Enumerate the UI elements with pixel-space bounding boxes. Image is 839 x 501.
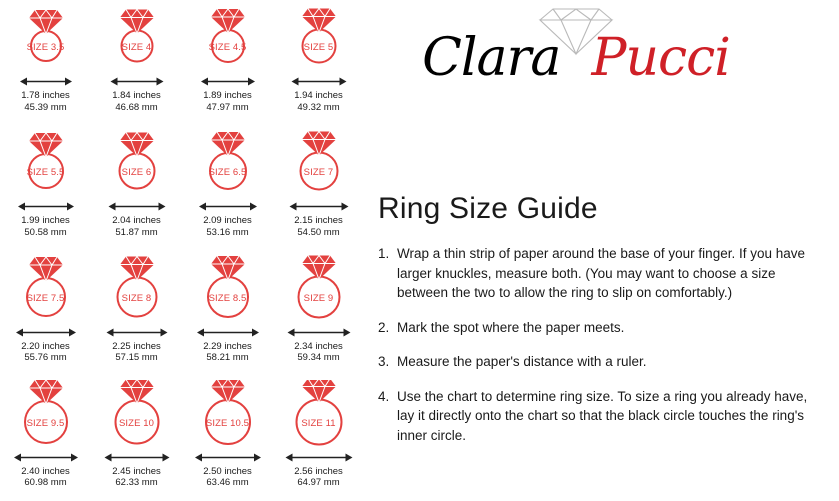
measurement-mm: 57.15 mm xyxy=(115,352,158,363)
measurement-inches: 1.84 inches xyxy=(112,90,161,101)
brand-name xyxy=(376,28,776,88)
ring-measurement xyxy=(21,90,70,113)
double-headed-arrow-icon xyxy=(189,326,267,339)
measurement-mm: 62.33 mm xyxy=(115,477,158,489)
measurement-mm: 64.97 mm xyxy=(297,477,340,489)
ring-size-cell xyxy=(182,0,273,125)
measurement-mm: 55.76 mm xyxy=(24,352,67,363)
measurement-mm: 46.68 mm xyxy=(115,101,158,113)
double-headed-arrow-icon xyxy=(189,451,267,464)
ring-with-diamond-icon xyxy=(4,4,88,74)
step-number: 2. xyxy=(378,319,390,335)
ring-with-diamond-icon xyxy=(4,255,88,325)
ring-with-diamond-icon xyxy=(277,380,361,450)
ring-measurement xyxy=(112,215,161,238)
ring-measurement xyxy=(203,466,252,489)
measurement-mm: 47.97 mm xyxy=(206,101,249,113)
ring-measurement xyxy=(21,466,70,489)
step-number: 3. xyxy=(378,354,390,369)
ring-size-label: SIZE 3.5 xyxy=(26,42,65,53)
measurement-inches: 1.94 inches xyxy=(294,90,343,101)
guide-panel xyxy=(368,0,839,501)
instruction-step xyxy=(378,244,823,303)
double-headed-arrow-icon xyxy=(98,326,176,339)
ring-size-cell xyxy=(273,0,364,125)
ring-size-cell xyxy=(0,0,91,125)
ring-with-diamond-icon xyxy=(277,4,361,74)
ring-measurement xyxy=(21,215,70,238)
measurement-inches: 2.29 inches xyxy=(203,340,252,352)
ring-with-diamond-icon xyxy=(186,380,270,450)
ring-size-label: SIZE 4.5 xyxy=(208,42,247,53)
ring-measurement xyxy=(203,90,252,113)
measurement-inches: 2.45 inches xyxy=(112,465,161,477)
ring-size-cell xyxy=(273,251,364,376)
step-text: Mark the spot where the paper meets. xyxy=(397,319,625,335)
ring-with-diamond-icon xyxy=(95,129,179,199)
ring-measurement xyxy=(294,341,343,364)
double-headed-arrow-icon xyxy=(7,200,85,213)
ring-measurement xyxy=(294,466,343,489)
ring-size-cell xyxy=(91,376,182,501)
ring-measurement xyxy=(203,215,252,238)
measurement-mm: 58.21 mm xyxy=(206,352,249,363)
double-headed-arrow-icon xyxy=(7,326,85,339)
ring-size-label: SIZE 8.5 xyxy=(208,292,247,304)
ring-measurement xyxy=(294,215,343,238)
brand-name-second: Pucci xyxy=(591,28,730,88)
measurement-mm: 54.50 mm xyxy=(297,226,340,238)
ring-measurement xyxy=(21,341,70,364)
ring-size-label: SIZE 5.5 xyxy=(26,167,65,179)
ring-with-diamond-icon xyxy=(95,4,179,74)
measurement-mm: 45.39 mm xyxy=(24,101,67,113)
measurement-inches: 2.09 inches xyxy=(203,215,252,227)
ring-size-label: SIZE 7.5 xyxy=(26,292,65,304)
measurement-inches: 2.34 inches xyxy=(294,340,343,352)
ring-measurement xyxy=(112,466,161,489)
measurement-mm: 50.58 mm xyxy=(24,226,67,238)
ring-with-diamond-icon xyxy=(95,380,179,450)
ring-size-chart xyxy=(0,0,364,501)
page-title: Ring Size Guide xyxy=(378,192,598,225)
double-headed-arrow-icon xyxy=(98,200,176,213)
step-text: Wrap a thin strip of paper around the base of your finger. If you have larger knuckles, measure both. (You may want to choose a size between the two to allow the ring to slip on comfortably.) xyxy=(397,246,805,300)
ring-size-cell xyxy=(0,376,91,501)
double-headed-arrow-icon xyxy=(280,75,358,88)
measurement-inches: 2.20 inches xyxy=(21,340,70,352)
instruction-step xyxy=(378,318,823,338)
double-headed-arrow-icon xyxy=(280,451,358,464)
measurement-inches: 2.40 inches xyxy=(21,465,70,477)
measurement-inches: 2.04 inches xyxy=(112,215,161,227)
measurement-mm: 60.98 mm xyxy=(24,477,67,489)
double-headed-arrow-icon xyxy=(189,200,267,213)
ring-size-cell xyxy=(91,125,182,250)
instruction-list xyxy=(378,244,823,460)
ring-with-diamond-icon xyxy=(277,255,361,325)
measurement-mm: 63.46 mm xyxy=(206,477,249,489)
ring-with-diamond-icon xyxy=(4,129,88,199)
ring-size-cell xyxy=(273,376,364,501)
ring-size-cell xyxy=(182,251,273,376)
ring-with-diamond-icon xyxy=(4,380,88,450)
measurement-inches: 1.78 inches xyxy=(21,90,70,101)
step-number: 1. xyxy=(378,246,390,261)
ring-size-cell xyxy=(91,251,182,376)
ring-size-cell xyxy=(182,125,273,250)
measurement-mm: 49.32 mm xyxy=(297,101,340,113)
measurement-inches: 2.25 inches xyxy=(112,340,161,352)
measurement-inches: 1.89 inches xyxy=(203,90,252,101)
measurement-inches: 2.15 inches xyxy=(294,215,343,227)
ring-size-label: SIZE 10.5 xyxy=(205,417,250,429)
measurement-inches: 2.50 inches xyxy=(203,465,252,477)
measurement-inches: 1.99 inches xyxy=(21,215,70,227)
ring-size-cell xyxy=(182,376,273,501)
step-text: Measure the paper's distance with a ruler. xyxy=(397,354,647,369)
ring-size-label: SIZE 9 xyxy=(303,292,334,304)
instruction-step xyxy=(378,387,823,446)
ring-with-diamond-icon xyxy=(186,129,270,199)
ring-with-diamond-icon xyxy=(186,4,270,74)
measurement-mm: 53.16 mm xyxy=(206,226,249,238)
ring-with-diamond-icon xyxy=(277,129,361,199)
double-headed-arrow-icon xyxy=(98,451,176,464)
measurement-mm: 51.87 mm xyxy=(115,226,158,238)
step-number: 4. xyxy=(378,388,390,404)
measurement-inches: 2.56 inches xyxy=(294,465,343,477)
ring-size-cell xyxy=(91,0,182,125)
ring-size-label: SIZE 6 xyxy=(121,167,152,179)
ring-size-label: SIZE 10 xyxy=(118,417,155,429)
ring-size-label: SIZE 6.5 xyxy=(208,167,247,179)
ring-size-label: SIZE 5 xyxy=(303,42,334,53)
brand-logo xyxy=(376,6,776,102)
double-headed-arrow-icon xyxy=(189,75,267,88)
ring-size-label: SIZE 4 xyxy=(121,42,152,53)
ring-measurement xyxy=(203,341,252,364)
double-headed-arrow-icon xyxy=(7,75,85,88)
double-headed-arrow-icon xyxy=(7,451,85,464)
double-headed-arrow-icon xyxy=(280,200,358,213)
ring-size-label: SIZE 9.5 xyxy=(26,417,65,429)
ring-size-cell xyxy=(0,125,91,250)
ring-size-cell xyxy=(0,251,91,376)
ring-measurement xyxy=(112,341,161,364)
ring-with-diamond-icon xyxy=(95,255,179,325)
ring-measurement xyxy=(112,90,161,113)
double-headed-arrow-icon xyxy=(98,75,176,88)
instruction-step xyxy=(378,352,823,372)
ring-size-label: SIZE 11 xyxy=(301,417,336,429)
double-headed-arrow-icon xyxy=(280,326,358,339)
step-text: Use the chart to determine ring size. To size a ring you already have, lay it directly onto the chart so that the black circle touches the ring's inner circle. xyxy=(397,388,808,443)
measurement-mm: 59.34 mm xyxy=(297,352,340,363)
ring-size-label: SIZE 7 xyxy=(303,167,334,179)
brand-name-first: Clara xyxy=(422,28,561,88)
ring-with-diamond-icon xyxy=(186,255,270,325)
ring-size-label: SIZE 8 xyxy=(121,292,152,304)
ring-size-cell xyxy=(273,125,364,250)
ring-measurement xyxy=(294,90,343,113)
